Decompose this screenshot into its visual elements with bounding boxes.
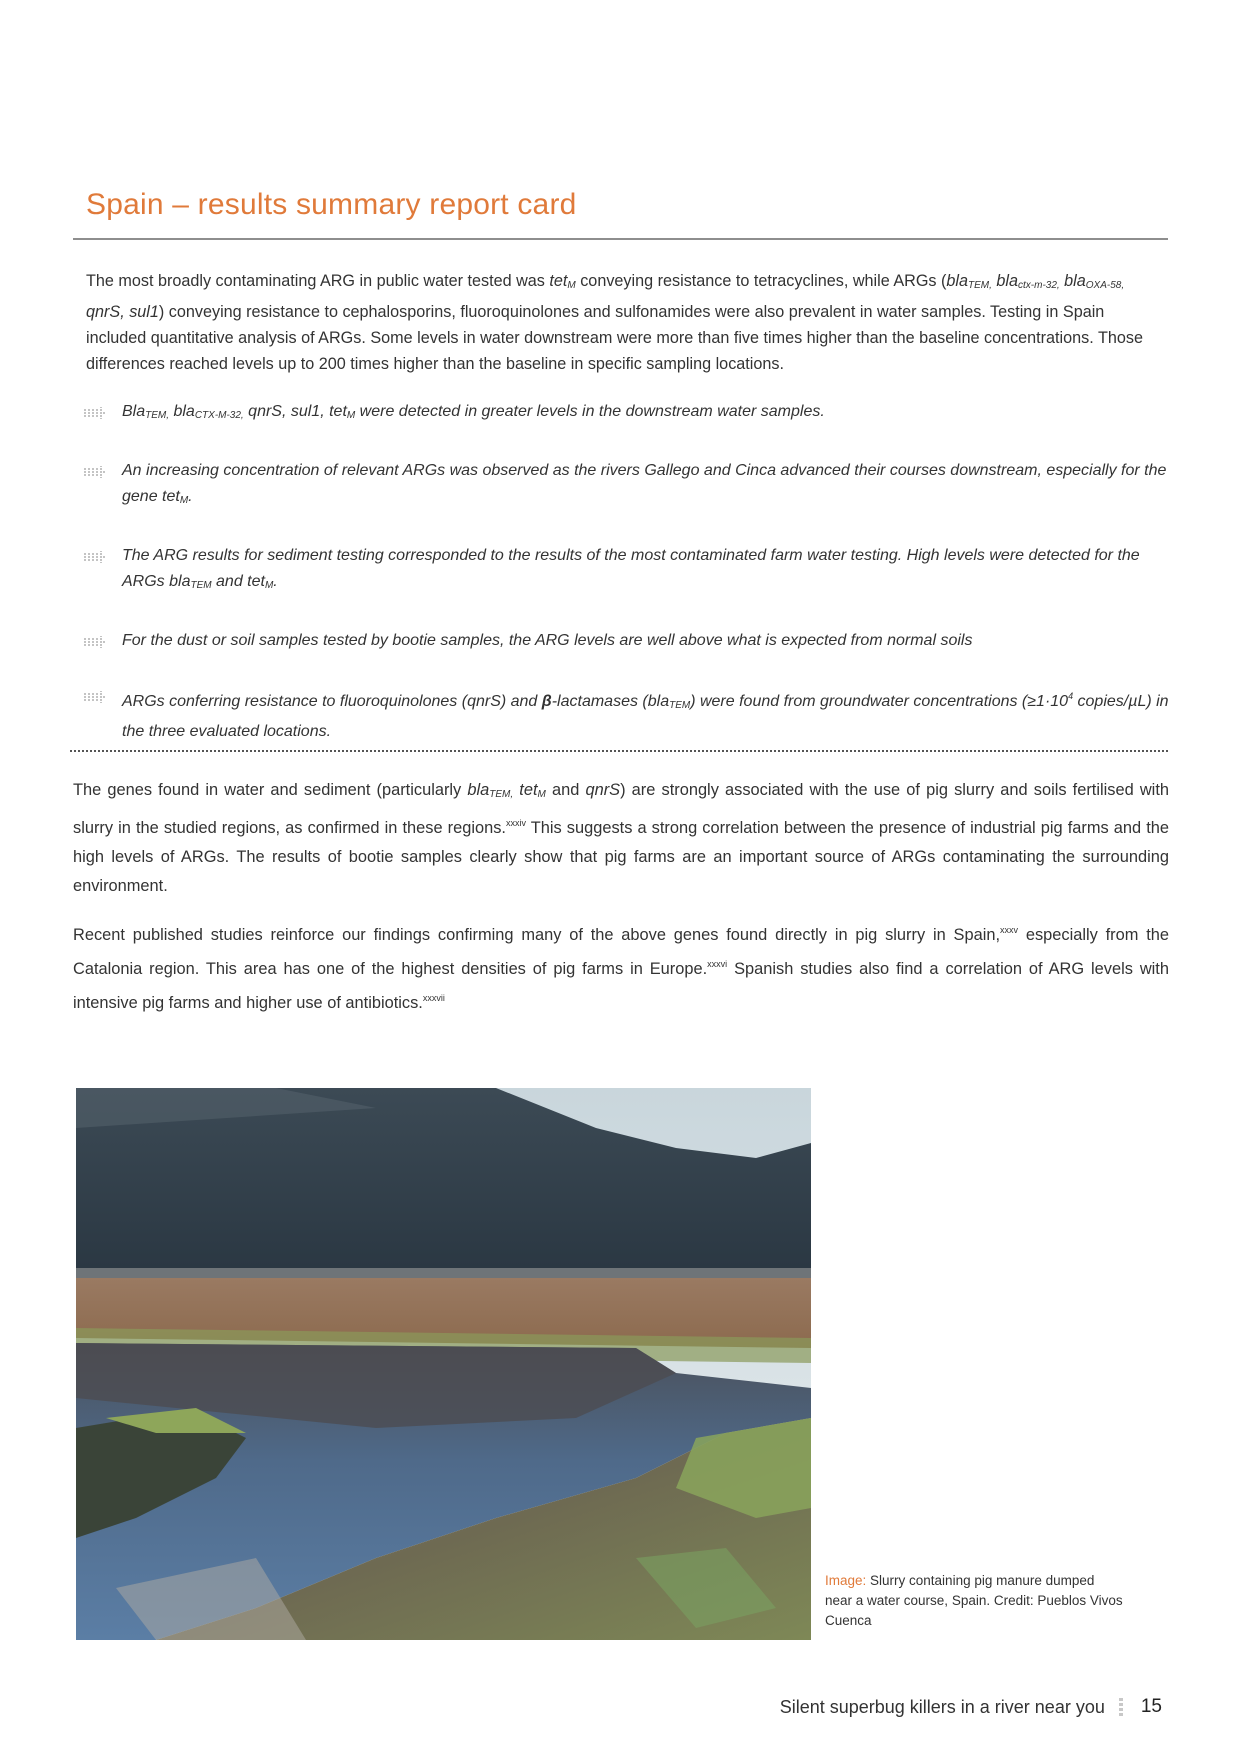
publication-title: Silent superbug killers in a river near you [779, 1696, 1105, 1717]
bullet-text: -lactamases (bla [551, 693, 670, 710]
gene-subscript: TEM [190, 580, 212, 591]
beta-symbol: β [541, 693, 552, 710]
bullet-text: . [273, 573, 278, 590]
section-divider [70, 750, 1168, 752]
gene-name: tet [513, 781, 538, 799]
footnote-reference[interactable]: xxxvi [707, 959, 728, 969]
caption-label: Image: [825, 1573, 867, 1588]
gene-subscript: M [264, 580, 274, 591]
bullet-text: ARGs conferring resistance to fluoroquinolones (qnrS) and [122, 693, 542, 710]
gene-subscript: CTX-M-32, [194, 410, 244, 421]
body-text: and [545, 781, 586, 799]
bullet-text: Bla [122, 403, 146, 420]
footer-separator [1119, 1698, 1123, 1716]
body-text: especially from the Catalonia region. This area has one of the highest densities of pig farms in Europe. [73, 926, 1170, 978]
dotted-arrow-bullet-icon [84, 551, 106, 563]
body-paragraph [73, 776, 1169, 901]
page-number: 15 [1140, 1696, 1162, 1717]
body-text: ) are strongly associated with the use of pig slurry and soils fertilised with slurry in the studied regions, as confirmed in these regions. [73, 781, 1169, 837]
bullet-text: copies/µL) in the three evaluated locations. [122, 693, 1169, 740]
gene-subscript: M [537, 789, 546, 800]
exponent: 4 [1068, 691, 1074, 701]
bullet-text: and tet [211, 573, 265, 590]
gene-subscript: TEM, [145, 410, 170, 421]
bullet-text: bla [169, 403, 195, 420]
slurry-photo [76, 1088, 811, 1640]
dotted-arrow-bullet-icon [84, 691, 106, 703]
gene-name: bla [946, 272, 968, 290]
bullet-text: The ARG results for sediment testing corresponded to the results of the most contaminated farm water testing. High levels were detected for the ARGs bla [122, 547, 1140, 590]
footnote-reference[interactable]: xxxvii [422, 993, 445, 1003]
gene-name: tet [549, 272, 568, 290]
body-text: This suggests a strong correlation between the presence of industrial pig farms and the high levels of ARGs. The results of bootie samples clearly show that pig farms are an important source of ARGs contaminating the surrounding environment. [73, 819, 1169, 895]
image-caption [825, 1571, 1125, 1631]
bullet-text: An increasing concentration of relevant ARGs was observed as the rivers Gallego and Cinca advanced their courses downstream, especially for the gene tet [122, 462, 1167, 505]
footnote-reference[interactable]: xxxv [1000, 925, 1019, 935]
list-item [84, 628, 1174, 654]
gene-subscript: TEM, [968, 280, 992, 291]
page-title: Spain – results summary report card [86, 188, 577, 222]
bullet-text: were detected in greater levels in the downstream water samples. [355, 403, 825, 420]
caption-text: Slurry containing pig manure dumped near a water course, Spain. Credit: Pueblos Vivos Cuenca [825, 1573, 1123, 1628]
gene-subscript: TEM [669, 700, 691, 711]
gene-subscript: ctx-m-32, [1018, 280, 1060, 291]
gene-name: bla [1064, 272, 1086, 290]
intro-text: The most broadly contaminating ARG in public water tested was [86, 272, 550, 290]
intro-text: ) conveying resistance to cephalosporins, fluoroquinolones and sulfonamides were also prevalent in water samples. Testing in Spain included quantitative analysis of ARGs. Some levels in water downstream were more than five times higher than the baseline concentrations. Those differences reached levels up to 200 times higher than the baseline in specific sampling locations. [86, 303, 1143, 373]
body-text: Recent published studies reinforce our findings confirming many of the above genes found directly in pig slurry in Spain, [73, 926, 1001, 944]
list-item [84, 683, 1174, 745]
gene-name: qnrS [585, 781, 621, 799]
gene-name: bla [996, 272, 1018, 290]
list-item [84, 458, 1174, 514]
body-text: Spanish studies also find a correlation of ARG levels with intensive pig farms and higher use of antibiotics. [73, 960, 1169, 1012]
footnote-reference[interactable]: xxxiv [505, 818, 526, 828]
body-text: The genes found in water and sediment (particularly [73, 781, 468, 799]
bullet-text: ) were found from groundwater concentrations (≥1·10 [690, 693, 1069, 710]
bullet-text: qnrS, sul1, tet [243, 403, 347, 420]
page-footer [780, 1696, 1162, 1718]
body-paragraph [73, 916, 1169, 1018]
title-divider [73, 238, 1168, 240]
dotted-arrow-bullet-icon [84, 636, 106, 648]
gene-subscript: M [567, 280, 576, 291]
gene-subscript: TEM, [489, 789, 514, 800]
gene-name: qnrS, sul1 [86, 303, 159, 321]
gene-subscript: M [346, 410, 356, 421]
gene-name: bla [467, 781, 490, 799]
findings-list [84, 399, 1174, 774]
bullet-text: For the dust or soil samples tested by bootie samples, the ARG levels are well above what is expected from normal soils [122, 632, 973, 649]
bullet-text: . [188, 488, 193, 505]
gene-subscript: OXA-58, [1085, 280, 1125, 291]
list-item [84, 399, 1174, 429]
intro-paragraph [86, 268, 1166, 377]
gene-subscript: M [179, 495, 189, 506]
list-item [84, 543, 1174, 599]
dotted-arrow-bullet-icon [84, 466, 106, 478]
intro-text: conveying resistance to tetracyclines, while ARGs ( [575, 272, 947, 290]
dotted-arrow-bullet-icon [84, 407, 106, 419]
landscape-photo-image [76, 1088, 811, 1640]
